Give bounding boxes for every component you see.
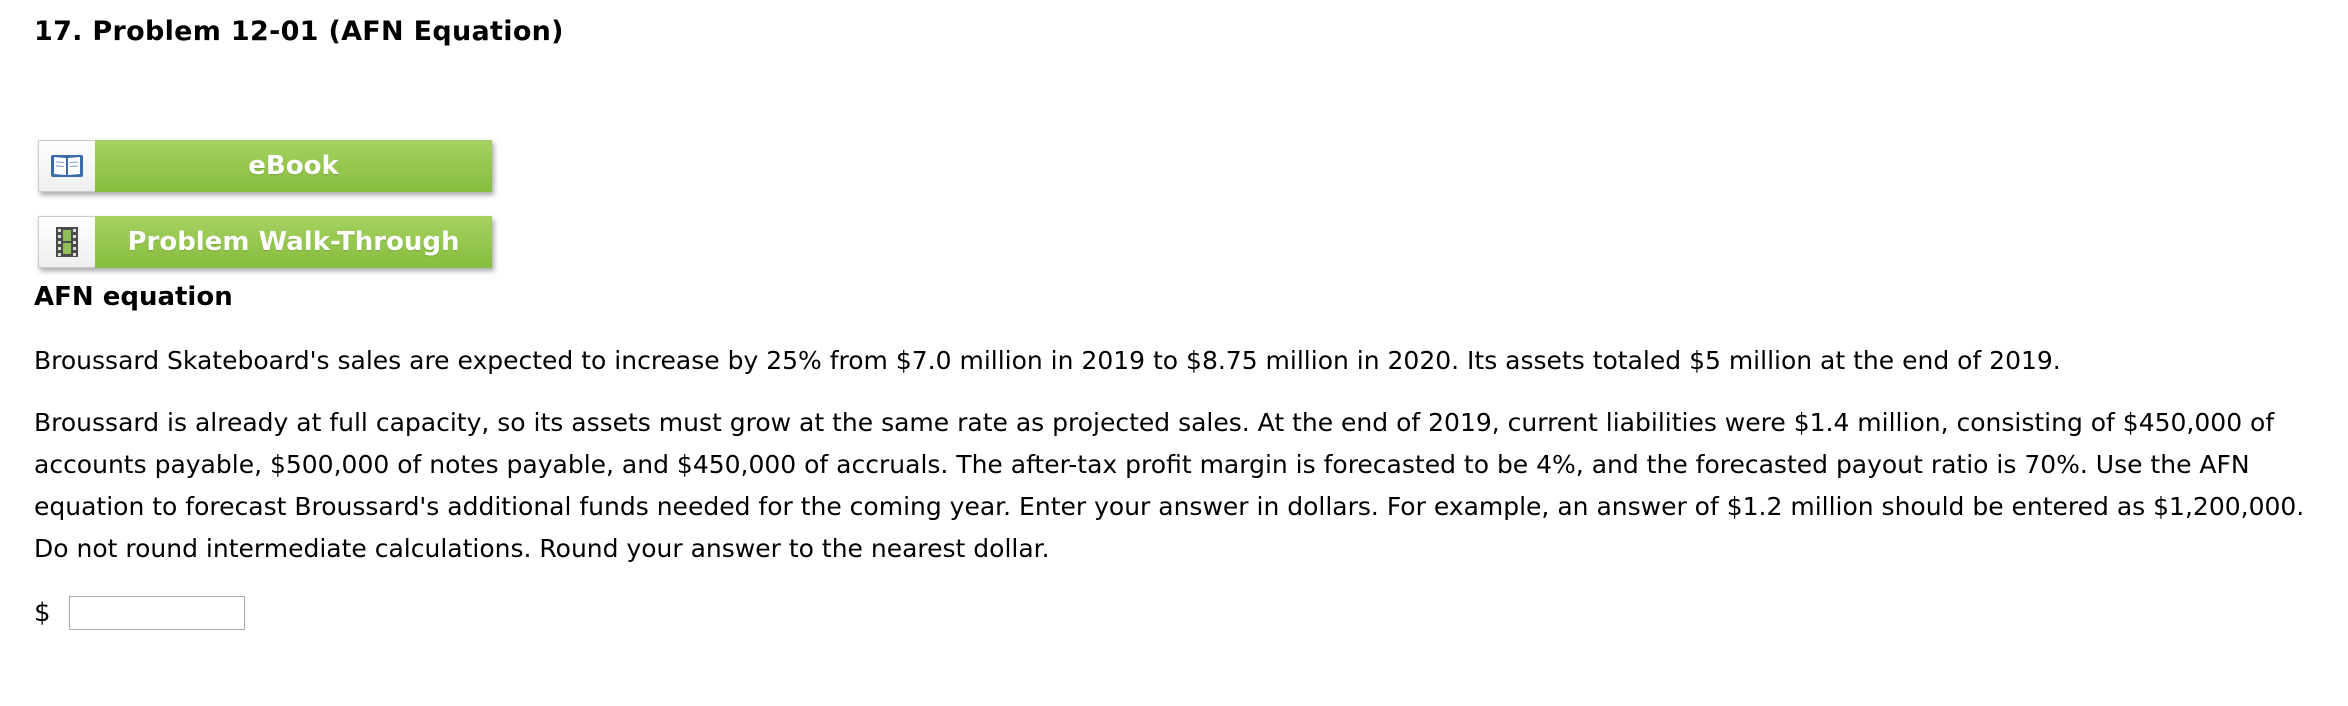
section-heading: AFN equation	[34, 282, 233, 312]
book-icon	[38, 140, 95, 192]
problem-walkthrough-label: Problem Walk-Through	[95, 216, 492, 268]
film-icon	[38, 216, 95, 268]
currency-symbol: $	[34, 598, 51, 628]
problem-walkthrough-button[interactable]	[38, 216, 492, 268]
answer-input[interactable]	[69, 596, 245, 630]
problem-title: 17. Problem 12-01 (AFN Equation)	[34, 16, 564, 47]
answer-row	[34, 596, 245, 630]
problem-paragraph-1: Broussard Skateboard's sales are expected to increase by 25% from $7.0 million in 2019 to $8.75 million in 2020. Its assets totaled $5 million at the end of 2019.	[34, 346, 2061, 375]
problem-paragraph-2: Broussard is already at full capacity, so its assets must grow at the same rate as projected sales. At the end of 2019, current liabilities were $1.4 million, consisting of $450,000 of accounts payable, $500,000 of notes payable, and $450,000 of accruals. The after-tax profit margin is forecasted to be 4%, and the forecasted payout ratio is 70%. Use the AFN equation to forecast Broussard's additional funds needed for the coming year. Enter your answer in dollars. For example, an answer of $1.2 million should be entered as $1,200,000. Do not round intermediate calculations. Round your answer to the nearest dollar.	[34, 408, 2305, 563]
ebook-button-label: eBook	[95, 140, 492, 192]
ebook-button[interactable]	[38, 140, 492, 192]
